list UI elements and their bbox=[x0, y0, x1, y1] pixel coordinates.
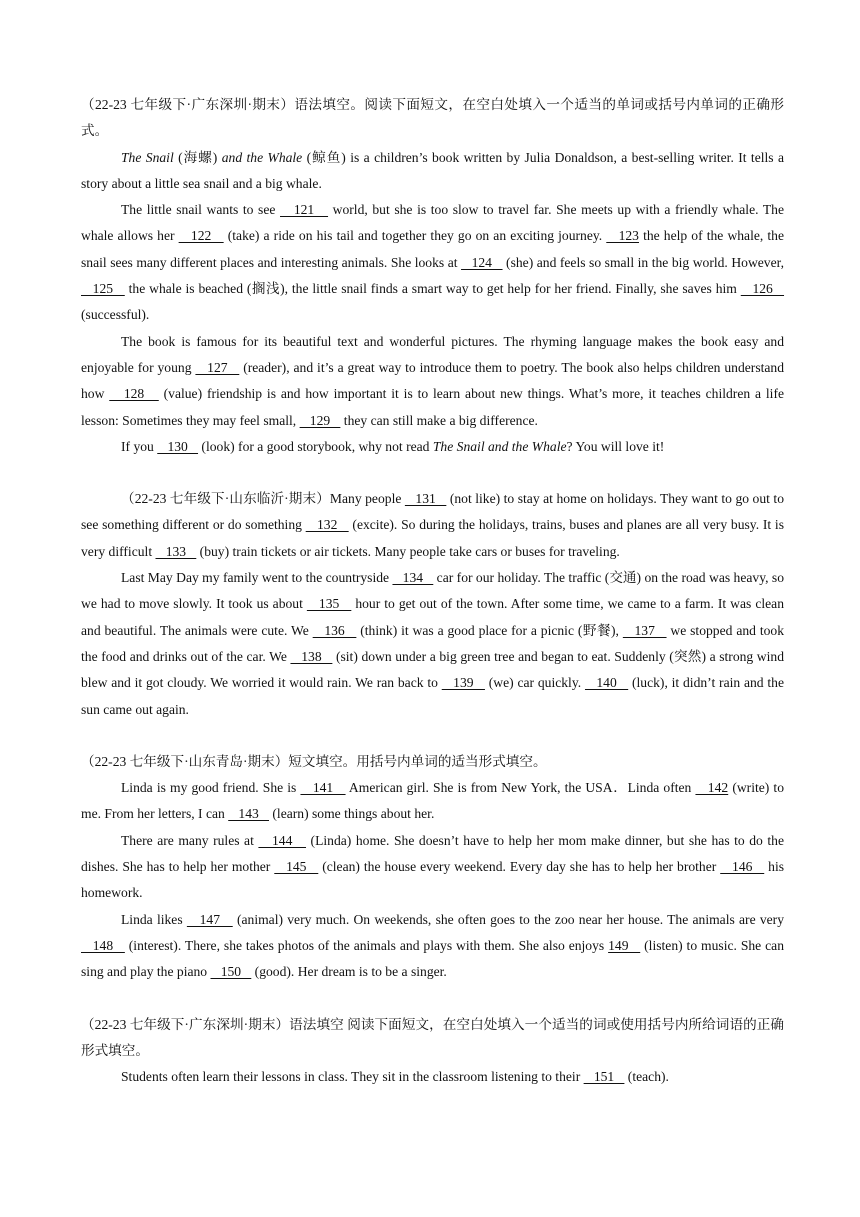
passage-paragraph bbox=[81, 907, 784, 986]
text-run: (successful). bbox=[81, 307, 150, 323]
text-run: (not like) to stay at home on holidays. They want to go out to see something different or do something bbox=[81, 491, 784, 533]
answer-blank[interactable]: 128 bbox=[109, 386, 159, 402]
document-page bbox=[81, 92, 784, 1090]
text-run: The book is famous for its beautiful text and wonderful pictures. The rhyming language makes the book easy and enjoyable for young bbox=[81, 333, 784, 375]
section-gap bbox=[81, 460, 784, 486]
answer-blank[interactable]: 130 bbox=[157, 438, 199, 454]
text-run: (she) and feels so small in the big world. However, bbox=[502, 254, 785, 270]
passage-2 bbox=[81, 486, 784, 723]
passage-paragraph bbox=[81, 565, 784, 723]
text-run: If you bbox=[121, 438, 158, 454]
text-run: his homework. bbox=[81, 859, 785, 901]
answer-blank[interactable]: 125 bbox=[81, 281, 125, 297]
text-run: （22-23 七年级下·山东临沂·期末）Many people bbox=[121, 491, 405, 507]
passage-paragraph bbox=[81, 486, 784, 565]
text-run: (sit) down under a big green tree and began to eat. Suddenly (突然) a strong wind blew and it got cloudy. We worried it would rain. We ran back to bbox=[81, 648, 784, 691]
text-run: （22-23 七年级下·广东深圳·期末）语法填空。阅读下面短文，在空白处填入一个适当的单词或括号内单词的正确形式。 bbox=[81, 97, 784, 139]
answer-blank[interactable]: 145 bbox=[274, 859, 319, 875]
text-run: (teach). bbox=[624, 1069, 669, 1085]
text-run: (reader), and it’s a great way to introduce them to poetry. The book also helps children understand how bbox=[81, 359, 785, 402]
passage-3 bbox=[81, 749, 784, 986]
answer-blank[interactable]: 144 bbox=[258, 832, 307, 848]
text-run: (look) for a good storybook, why not read bbox=[198, 438, 433, 454]
answer-blank[interactable]: 150 bbox=[210, 964, 252, 980]
text-run: Linda is my good friend. She is bbox=[121, 780, 301, 796]
answer-blank[interactable]: 139 bbox=[441, 675, 485, 691]
answer-blank[interactable]: 146 bbox=[720, 859, 765, 875]
answer-blank[interactable]: 136 bbox=[312, 622, 357, 638]
passage-4 bbox=[81, 1012, 784, 1091]
passage-paragraph bbox=[81, 1064, 784, 1090]
section-instruction bbox=[81, 749, 784, 775]
text-run: (value) friendship is and how important it is to learn about new things. What’s more, it teaches children a life lesson: Sometimes they may feel small, bbox=[81, 386, 784, 428]
text-run: the help of the whale, the snail sees many different places and interesting animals. She looks at bbox=[81, 228, 785, 270]
answer-blank[interactable]: 141 bbox=[300, 780, 346, 796]
text-run: (interest). There, she takes photos of the animals and plays with them. She also enjoys bbox=[124, 937, 609, 953]
answer-blank[interactable]: 134 bbox=[392, 570, 434, 586]
answer-blank[interactable]: 142 bbox=[695, 780, 729, 796]
text-run: American girl. She is from New York, the USA．Linda often bbox=[345, 780, 696, 796]
text-run: (learn) some things about her. bbox=[269, 806, 435, 822]
answer-blank[interactable]: 122 bbox=[178, 228, 224, 244]
text-run: ? You will love it! bbox=[566, 438, 665, 454]
section-instruction bbox=[81, 92, 784, 145]
answer-blank[interactable]: 135 bbox=[306, 596, 352, 612]
text-run: (take) a ride on his tail and together they go on an exciting journey. bbox=[223, 228, 607, 244]
text-run: Students often learn their lessons in class. They sit in the classroom listening to their bbox=[121, 1069, 584, 1085]
answer-blank[interactable]: 131 bbox=[404, 491, 447, 507]
text-run: Linda likes bbox=[121, 911, 187, 927]
text-run: The Snail and the Whale bbox=[432, 438, 567, 454]
passage-paragraph bbox=[81, 329, 784, 434]
text-run: (luck), it didn’t rain and the sun came out again. bbox=[81, 675, 785, 717]
text-run: (excite). So during the holidays, trains, buses and planes are all very busy. It is very difficult bbox=[81, 517, 784, 559]
text-run: (clean) the house every weekend. Every day she has to help her brother bbox=[318, 859, 721, 875]
text-run: (鲸鱼) is a children’s book written by Julia Donaldson, a best-selling writer. It tells a story about a little sea snail and a big whale. bbox=[81, 149, 784, 191]
text-run: (write) to me. From her letters, I can bbox=[81, 780, 784, 822]
section-gap bbox=[81, 986, 784, 1012]
answer-blank[interactable]: 124 bbox=[461, 254, 503, 270]
text-run: The Snail bbox=[121, 149, 174, 165]
answer-blank[interactable]: 123 bbox=[606, 228, 639, 244]
answer-blank[interactable]: 137 bbox=[622, 622, 667, 638]
text-run: The little snail wants to see bbox=[121, 202, 281, 218]
text-run: (海螺) bbox=[173, 149, 222, 165]
text-run: and the Whale bbox=[221, 149, 303, 165]
answer-blank[interactable]: 143 bbox=[228, 806, 269, 822]
text-run: (think) it was a good place for a picnic (野餐), bbox=[356, 622, 623, 638]
answer-blank[interactable]: 147 bbox=[186, 911, 233, 927]
passage-paragraph bbox=[81, 145, 784, 198]
text-run: (good). Her dream is to be a singer. bbox=[251, 964, 447, 980]
text-run: There are many rules at bbox=[121, 832, 259, 848]
text-run: (buy) train tickets or air tickets. Many people take cars or buses for traveling. bbox=[196, 543, 620, 559]
text-run: Last May Day my family went to the countryside bbox=[121, 570, 393, 586]
answer-blank[interactable]: 138 bbox=[290, 648, 333, 664]
text-run: (Linda) home. She doesn’t have to help her mom make dinner, but she has to do the dishes. She has to help her mother bbox=[81, 832, 784, 875]
passage-paragraph bbox=[81, 775, 784, 828]
text-run: they can still make a big difference. bbox=[340, 412, 538, 428]
answer-blank[interactable]: 140 bbox=[584, 675, 629, 691]
answer-blank[interactable]: 129 bbox=[299, 412, 341, 428]
passage-paragraph bbox=[81, 434, 784, 460]
answer-blank[interactable]: 126 bbox=[740, 281, 785, 297]
text-run: hour to get out of the town. After some time, we came to a farm. It was clean and beautiful. The animals were cute. We bbox=[81, 596, 784, 638]
answer-blank[interactable]: 121 bbox=[280, 202, 329, 218]
text-run: car for our holiday. The traffic (交通) on the road was heavy, so we had to move slowly. It took us about bbox=[81, 570, 785, 612]
section-instruction bbox=[81, 1012, 784, 1065]
answer-blank[interactable]: 151 bbox=[583, 1069, 625, 1085]
answer-blank[interactable]: 149 bbox=[608, 937, 641, 953]
text-run: the whale is beached (搁浅), the little snail finds a smart way to get help for her friend. Finally, she saves him bbox=[124, 281, 741, 297]
answer-blank[interactable]: 127 bbox=[195, 359, 240, 375]
text-run: （22-23 七年级下·山东青岛·期末）短文填空。用括号内单词的适当形式填空。 bbox=[81, 753, 547, 769]
text-run: we stopped and took the food and drinks out of the car. We bbox=[81, 622, 784, 664]
answer-blank[interactable]: 132 bbox=[305, 517, 349, 533]
text-run: world, but she is too slow to travel far. She meets up with a friendly whale. The whale allows her bbox=[81, 202, 785, 244]
passage-paragraph bbox=[81, 828, 784, 907]
answer-blank[interactable]: 148 bbox=[81, 937, 125, 953]
section-gap bbox=[81, 723, 784, 749]
text-run: (listen) to music. She can sing and play the piano bbox=[81, 937, 784, 980]
text-run: (we) car quickly. bbox=[484, 675, 585, 691]
passage-1 bbox=[81, 92, 784, 460]
text-run: (animal) very much. On weekends, she often goes to the zoo near her house. The animals are very bbox=[232, 911, 785, 927]
answer-blank[interactable]: 133 bbox=[155, 543, 197, 559]
passage-paragraph bbox=[81, 197, 784, 328]
text-run: （22-23 七年级下·广东深圳·期末）语法填空 阅读下面短文，在空白处填入一个适当的词或使用括号内所给词语的正确形式填空。 bbox=[81, 1016, 784, 1058]
